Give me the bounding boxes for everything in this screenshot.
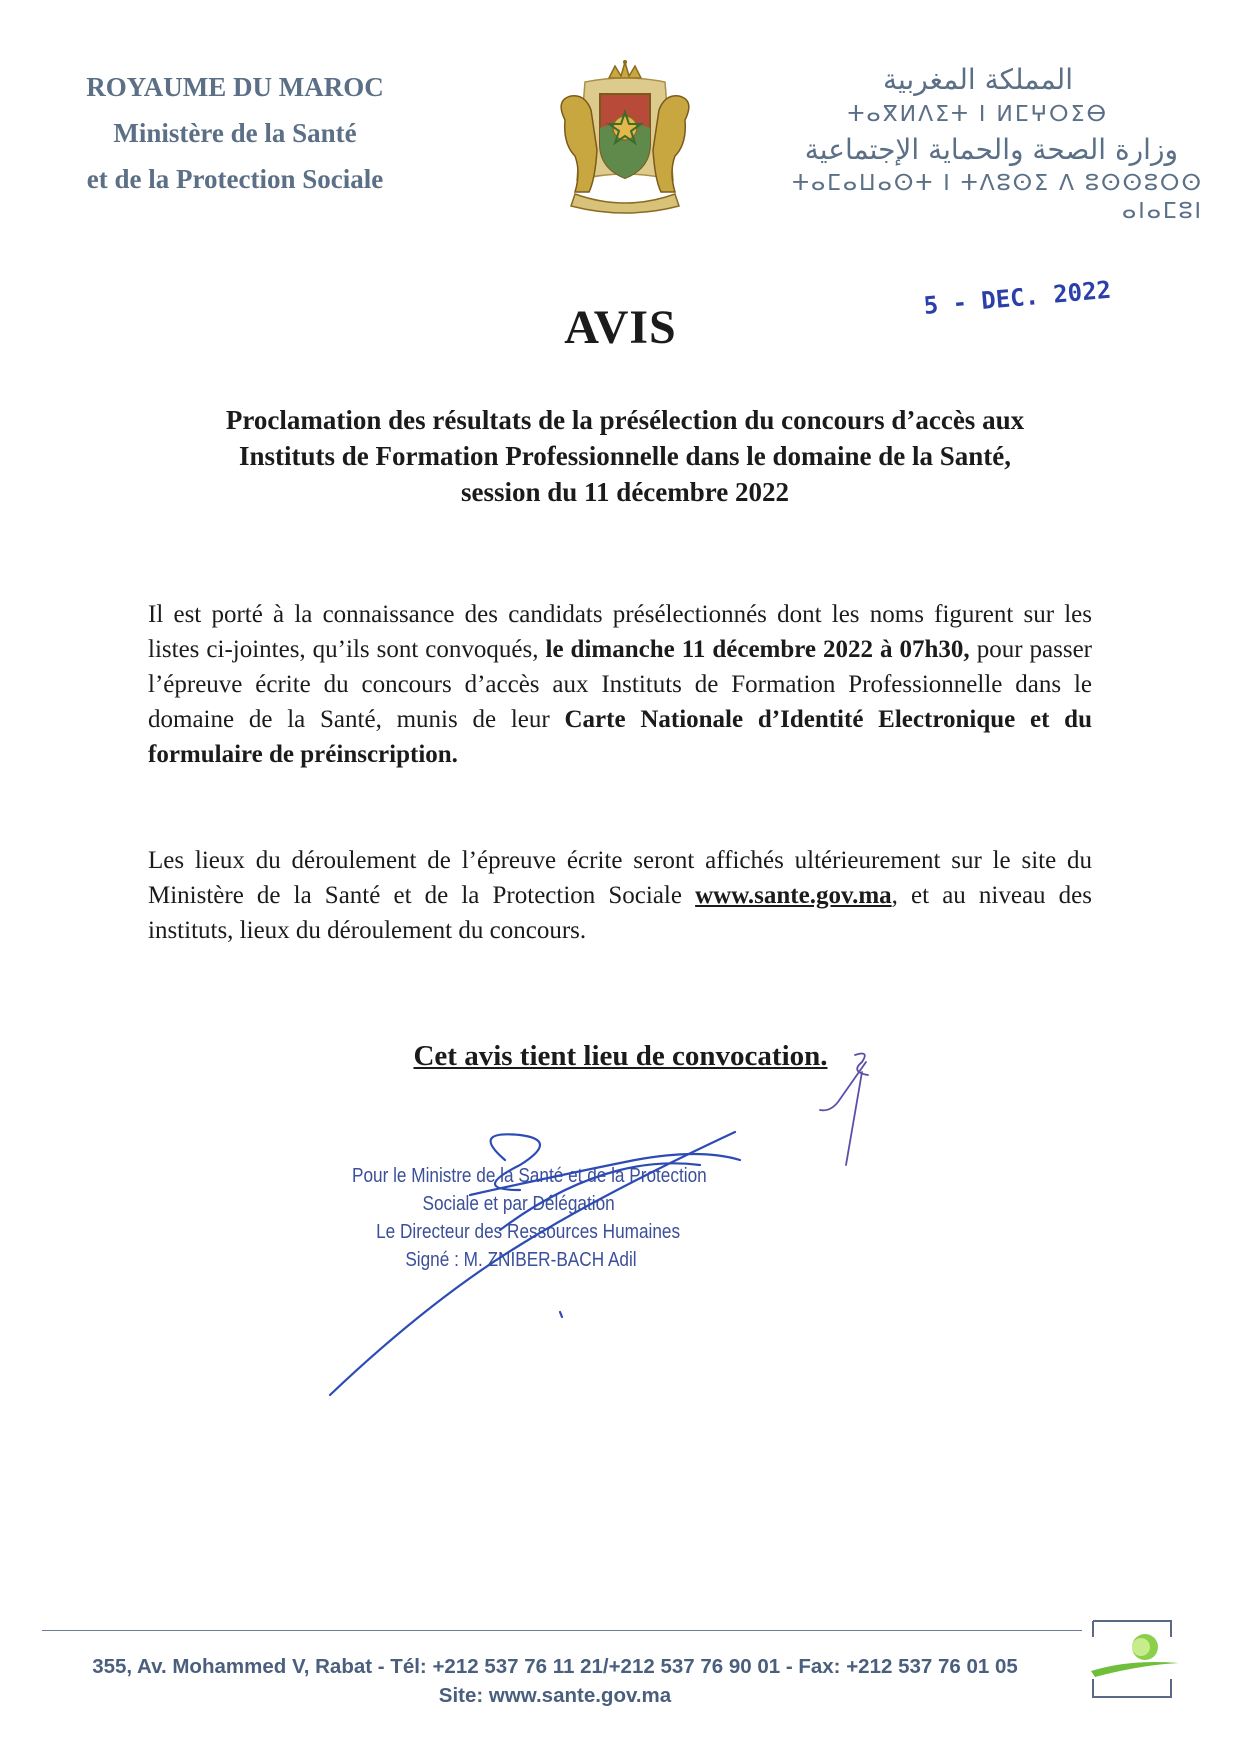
header-french <box>40 64 430 202</box>
paragraph-convocation <box>148 597 1092 772</box>
header-arabic <box>763 60 1203 226</box>
subject-line-1: Proclamation des résultats de la présélection du concours d’accès aux <box>225 405 1025 435</box>
convocation-notice: Cet avis tient lieu de convocation. <box>413 1040 828 1072</box>
header-fr-line-1: ROYAUME DU MAROC <box>86 72 384 102</box>
header-fr-line-2: Ministère de la Santé <box>113 118 357 148</box>
royal-coat-of-arms-icon <box>545 60 705 220</box>
paragraph2-text-2: , et au niveau des instituts, lieux du déroulement du concours. <box>148 882 1092 944</box>
footer <box>0 1652 1110 1710</box>
signature-line-1: Pour le Ministre de la Santé et de la Protection <box>352 1165 707 1187</box>
subject-line-2: Instituts de Formation Professionnelle dans le domaine de la Santé, <box>238 441 1012 471</box>
header-ar-line-2: وزارة الصحة والحماية الإجتماعية <box>804 133 1178 166</box>
paragraph2-text-1: Les lieux du déroulement de l’épreuve écrite seront affichés ultérieurement sur le site du Ministère de la Santé et de la Protection Sociale <box>148 847 1092 909</box>
date-stamp: 5 - DEC. 2022 <box>922 275 1113 320</box>
paragraph1-text-1: Il est porté à la connaissance des candidats présélectionnés dont les noms figurent sur les listes ci-jointes, qu’ils sont convoqués, <box>148 601 1092 663</box>
footer-site[interactable]: Site: www.sante.gov.ma <box>438 1684 672 1707</box>
signature-block <box>352 1162 707 1274</box>
ministry-logo-icon <box>1085 1615 1180 1703</box>
footer-address: 355, Av. Mohammed V, Rabat - Tél: +212 537 76 11 21/+212 537 76 90 01 - Fax: +212 537 76 01 05 <box>92 1655 1018 1678</box>
subject-line-3: session du 11 décembre 2022 <box>460 477 790 507</box>
paragraph1-text-2: pour passer l’épreuve écrite du concours d’accès aux Instituts de Formation Professionnelle dans le domaine de la Santé, munis de leur <box>148 636 1092 733</box>
signature-line-4: Signé : M. ZNIBER-BACH Adil <box>405 1249 637 1271</box>
header-tifinagh-line-2: ⵜⴰⵎⴰⵡⴰⵙⵜ ⵏ ⵜⴷⵓⵙⵉ ⴷ ⵓⵙⵙⵓⵔⵙ ⴰⵏⴰⵎⵓⵏ <box>792 171 1203 224</box>
signature-line-2: Sociale et par Délégation <box>422 1193 615 1215</box>
header-fr-line-3: et de la Protection Sociale <box>86 164 384 194</box>
paragraph1-documents: Carte Nationale d’Identité Electronique et du formulaire de préinscription. <box>148 706 1092 768</box>
paragraph-locations <box>148 843 1092 948</box>
signature-line-3: Le Directeur des Ressources Humaines <box>376 1221 681 1243</box>
website-link[interactable]: www.sante.gov.ma <box>695 882 892 909</box>
footer-divider <box>42 1630 1082 1631</box>
header-ar-line-1: المملكة المغربية <box>882 63 1073 96</box>
subject-heading <box>160 402 1090 510</box>
paragraph1-date: le dimanche 11 décembre 2022 à 07h30, <box>545 636 970 663</box>
page-title: AVIS <box>564 301 677 354</box>
header-tifinagh-line-1: ⵜⴰⴳⵍⴷⵉⵜ ⵏ ⵍⵎⵖⵔⵉⴱ <box>847 102 1108 127</box>
